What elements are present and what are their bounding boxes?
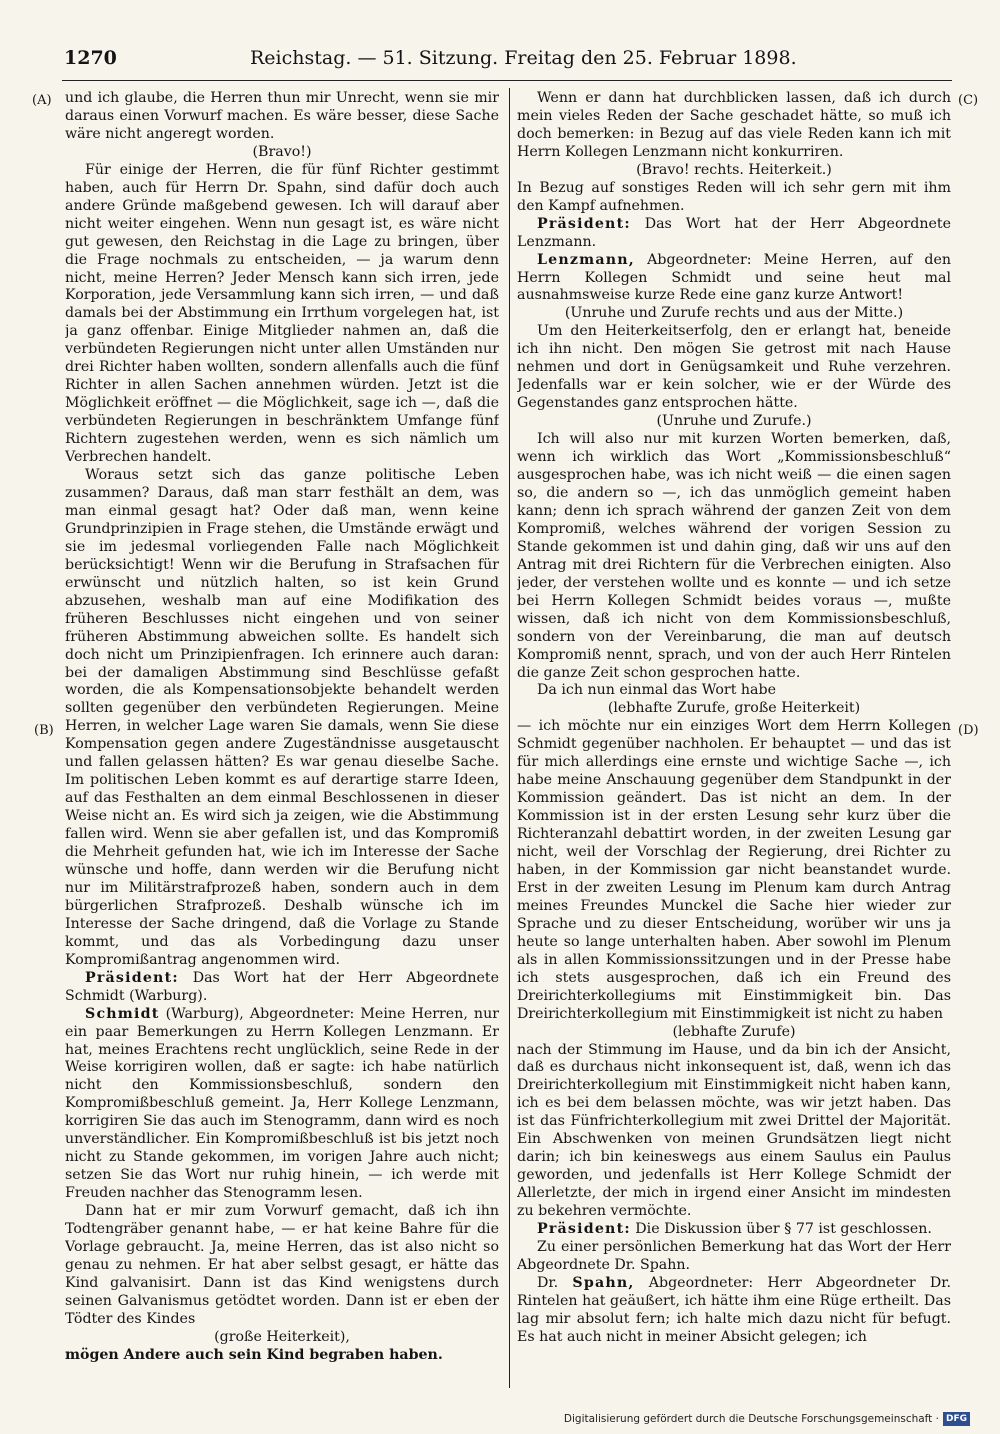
speaker-title: Dr. <box>537 1274 573 1291</box>
paragraph: Um den Heiterkeitserfolg, den er erlangt hat, beneide ich ihn nicht. Den mögen Sie getrost mit nach Hause nehmen und dort in Genügsamkeit und Ruhe verzehren. Jedenfalls war er kein solcher, wie er der Würde des Gegenstandes ganz entsprochen hätte. <box>517 323 951 412</box>
paragraph: Woraus setzt sich das ganze politische Leben zusammen? Daraus, daß man starr festhält an dem, was man einmal gesagt hat? Oder daß man, wenn keine Grundprinzipien in Frage stehen, die Umstände erwägt und sie im jedesmal vorliegenden Falle nach Möglichkeit berücksichtigt! Wenn wir die Berufung in Strafsachen für erwünscht und nützlich halten, so ist kein Grund abzusehen, weshalb man auf eine Modifikation des früheren Beschlusses nicht eingehen und von seiner früheren Abstimmung abweichen sollte. Es handelt sich doch nicht um Prinzipienfragen. Ich erinnere auch daran: bei der damaligen Abstimmung sind Beschlüsse gefaßt worden, die als Kompensationsobjekte behandelt werden sollten gegenüber den verbündeten Regierungen. Meine Herren, in welcher Lage waren Sie damals, wenn Sie diese Kompensation gegen andere Zugeständnisse ausgetauscht und fallen gelassen hätten? Es war genau dieselbe Sache. Im politischen Leben kommt es auf derartige starre Ideen, auf das Festhalten an dem einmal Beschlossenen in dieser Weise nicht an. Es wird sich ja zeigen, wie die Abstimmung fallen wird. Wenn sie aber gefallen ist, und das Kompromiß die Mehrheit gefunden hat, wie ich im Interesse der Sache wünsche und hoffe, dann werden wir die Berufung nicht nur im Militärstrafprozeß haben, sondern auch in dem bürgerlichen Strafprozeß. Deshalb wünsche ich im Interesse der Sache dringend, daß die Vorlage zu Stande kommt, und das als Vorbedingung dazu unser Kompromißantrag angenommen wird. <box>65 467 499 968</box>
interjection: (Unruhe und Zurufe.) <box>656 413 812 430</box>
credit-text: Digitalisierung gefördert durch die Deutsche Forschungsgemeinschaft · <box>563 1413 939 1425</box>
left-column <box>65 90 499 1386</box>
speaker-name: Präsident: <box>85 969 179 986</box>
running-title: Reichstag. — 51. Sitzung. Freitag den 25. Februar 1898. <box>250 47 797 69</box>
speech-text: Die Diskussion über § 77 ist geschlossen. <box>630 1221 932 1238</box>
speaker-paragraph <box>517 1221 951 1239</box>
paragraph: und ich glaube, die Herren thun mir Unrecht, wenn sie mir daraus einen Vorwurf machen. Es wäre besser, diese Sache wäre nicht angeregt worden. <box>65 90 499 142</box>
speaker-paragraph <box>517 252 951 306</box>
header-rule <box>62 80 952 81</box>
paragraph: Ich will also nur mit kurzen Worten bemerken, daß, wenn ich wirklich das Wort „Kommissionsbeschluß“ ausgesprochen habe, was ich nicht weiß — die einen sagen so, die andern so —, ich das unmöglich gemeint haben kann; denn ich sprach während der ganzen Zeit von dem Kompromiß, welches während der vorigen Session zu Stande gekommen ist und dahin ging, daß wir uns auf den Antrag mit drei Richtern für die Verbrechen einigten. Also jeder, der verstehen wollte und es konnte — und ich setze bei Herrn Kollegen Schmidt beides voraus —, mußte wissen, daß ich nicht von dem Kommissionsbeschluß, sondern von der Vereinbarung, die man auf deutsch Kompromiß nennt, sprach, und von der auch Herr Rintelen die ganze Zeit schon gesprochen hatte. <box>517 431 951 681</box>
digitization-credit <box>564 1410 970 1428</box>
speaker-paragraph <box>517 216 951 252</box>
paragraph: Dann hat er mir zum Vorwurf gemacht, daß ich ihn Todtengräber genannt habe, — er hat keine Bahre für die Vorlage gebraucht. Ja, meine Herren, das ist also nicht so genau zu nehmen. Er hat aber selbst gesagt, er hätte das Kind galvanisirt. Dann ist das Kind wenigstens durch seinen Galvanismus getödtet worden. Dann ist er eben der Tödter des Kindes <box>65 1203 499 1327</box>
paragraph: Da ich nun einmal das Wort habe <box>537 682 776 699</box>
page-header <box>64 42 950 74</box>
speaker-name: Schmidt <box>85 1005 160 1022</box>
interjection: (große Heiterkeit), <box>214 1328 350 1345</box>
paragraph: Wenn er dann hat durchblicken lassen, daß ich durch mein vieles Reden der Sache geschadet hätte, so muß ich doch bemerken: in Bezug auf das viele Reden kann ich mit Herrn Kollegen Lenzmann nicht konkurriren. <box>517 90 951 160</box>
speech-text: (Warburg), Abgeordneter: Meine Herren, nur ein paar Bemerkungen zu Herrn Kollegen Lenzmann. Er hat, meines Erachtens recht unglücklich, seine Rede in der Weise korrigiren wollen, daß er sagte: ich habe natürlich nicht den Kommissionsbeschluß, sondern den Kompromißbeschluß gemeint. Ja, Herr Kollege Lenzmann, korrigiren Sie das auch im Stenogramm, dann wird es noch unverständlicher. Ein Kompromißbeschluß ist bis jetzt noch nicht zu Stande gekommen, im vorigen Jahre auch nicht; setzen Sie das Wort nur ruhig hinein, — ich werde mit Freuden nachher das Stenogramm lesen. <box>65 1005 499 1202</box>
dfg-logo: DFG <box>943 1412 970 1426</box>
speaker-paragraph <box>517 1275 951 1347</box>
margin-marker-b: (B) <box>34 723 54 738</box>
paragraph: Zu einer persönlichen Bemerkung hat das Wort der Herr Abgeordnete Dr. Spahn. <box>517 1239 951 1273</box>
speech-text: Das Wort hat der Herr Abgeordnete Schmidt (Warburg). <box>65 969 499 1004</box>
speaker-name: Lenzmann, <box>537 251 635 268</box>
interjection: (lebhafte Zurufe, große Heiterkeit) <box>607 700 861 717</box>
column-divider <box>509 88 510 1388</box>
interjection: (Bravo!) <box>252 143 312 160</box>
interjection: (lebhafte Zurufe) <box>672 1023 796 1040</box>
paragraph: Für einige der Herren, die für fünf Richter gestimmt haben, auch für Herrn Dr. Spahn, sind dafür doch auch andere Gründe maßgebend gewesen. Ich will darauf aber nicht weiter eingehen. Wenn nun gesagt ist, es wäre nicht gut gewesen, den Reichstag in die Lage zu bringen, über die Frage nochmals zu entscheiden, — ja warum denn nicht, meine Herren? Jeder Mensch kann sich irren, jede Korporation, jede Versammlung kann sich irren, — und daß damals bei der Abstimmung ein Irrthum vorgelegen hat, ist ja ganz offenbar. Einige Mitglieder nahmen an, daß die verbündeten Regierungen nicht unter allen Umständen nur drei Richter haben wollten, sondern allenfalls auch die fünf Richter in allen Sachen annehmen würden. Jetzt ist die Möglichkeit eröffnet — die Möglichkeit, sage ich —, daß die verbündeten Regierungen in beschränktem Umfange fünf Richtern zugestehen werden, wenn es sich nämlich um Verbrechen handelt. <box>65 161 499 466</box>
interjection: (Unruhe und Zurufe rechts und aus der Mitte.) <box>564 305 904 322</box>
paragraph: nach der Stimmung im Hause, und da bin ich der Ansicht, daß es durchaus nicht inkonsequent ist, daß, wenn ich das Dreirichterkollegium mit Einstimmigkeit nicht haben kann, ich es bei dem belassen möchte, was wir jetzt haben. Das ist das Fünfrichterkollegium mit zwei Drittel der Majorität. Ein Abschwenken von meinen Grundsätzen liegt nicht darin; ich bin keineswegs aus einem Saulus ein Paulus geworden, und jedenfalls ist Herr Kollege Schmidt der Allerletzte, der mich in irgend einer Ansicht im mindesten zu bekehren vermöchte. <box>517 1041 951 1220</box>
speaker-name: Präsident: <box>537 1221 631 1238</box>
margin-marker-a: (A) <box>32 93 52 108</box>
speaker-paragraph <box>65 1006 499 1203</box>
speaker-name: Spahn, <box>572 1274 635 1291</box>
interjection: (Bravo! rechts. Heiterkeit.) <box>636 161 832 178</box>
paragraph: — ich möchte nur ein einziges Wort dem Herrn Kollegen Schmidt gegenüber nachholen. Er behauptet — und das ist für mich allerdings eine ernste und wichtige Sache —, ich habe meine Anschauung gegenüber dem Standpunkt in der Kommission geändert. Das ist nicht an dem. In der Kommission ist in der ersten Lesung sehr kurz über die Richteranzahl debattirt worden, in der zweiten Lesung gar nicht, weil der Vorschlag der Regierung, drei Richter zu haben, in der Kommission gar nicht beanstandet wurde. Erst in der zweiten Lesung im Plenum kam durch Antrag meines Freundes Munckel die Sache hier wieder zur Sprache und zu dieser Entscheidung, worüber wir uns ja heute so lange unterhalten haben. Aber sowohl im Plenum als in allen Kommissionssitzungen und in der Presse habe ich stets ausgesprochen, daß ich ein Freund des Dreirichterkollegiums mit Einstimmigkeit bin. Das Dreirichterkollegium mit Einstimmigkeit ist nicht zu haben <box>517 718 951 1022</box>
speech-text: Das Wort hat der Herr Abgeordnete Lenzmann. <box>517 215 951 250</box>
page-number: 1270 <box>64 47 117 69</box>
speaker-paragraph <box>65 970 499 1006</box>
margin-marker-c: (C) <box>958 93 979 108</box>
paragraph: In Bezug auf sonstiges Reden will ich sehr gern mit ihm den Kampf aufnehmen. <box>517 179 951 214</box>
speech-text: Abgeordneter: Herr Abgeordneter Dr. Rintelen hat geäußert, ich hätte ihm eine Rüge ertheilt. Das lag mir absolut fern; ich halte mich dazu nicht für befugt. Es hat auch nicht in meiner Absicht gelegen; ich <box>517 1274 951 1345</box>
speech-text: Abgeordneter: Meine Herren, auf den Herrn Kollegen Schmidt und seine heut mal ausnahmsweise kurze Rede eine ganz kurze Antwort! <box>517 251 951 304</box>
paragraph: mögen Andere auch sein Kind begraben haben. <box>65 1346 443 1363</box>
right-column <box>517 90 951 1386</box>
speaker-name: Präsident: <box>537 215 631 232</box>
margin-marker-d: (D) <box>958 723 979 738</box>
